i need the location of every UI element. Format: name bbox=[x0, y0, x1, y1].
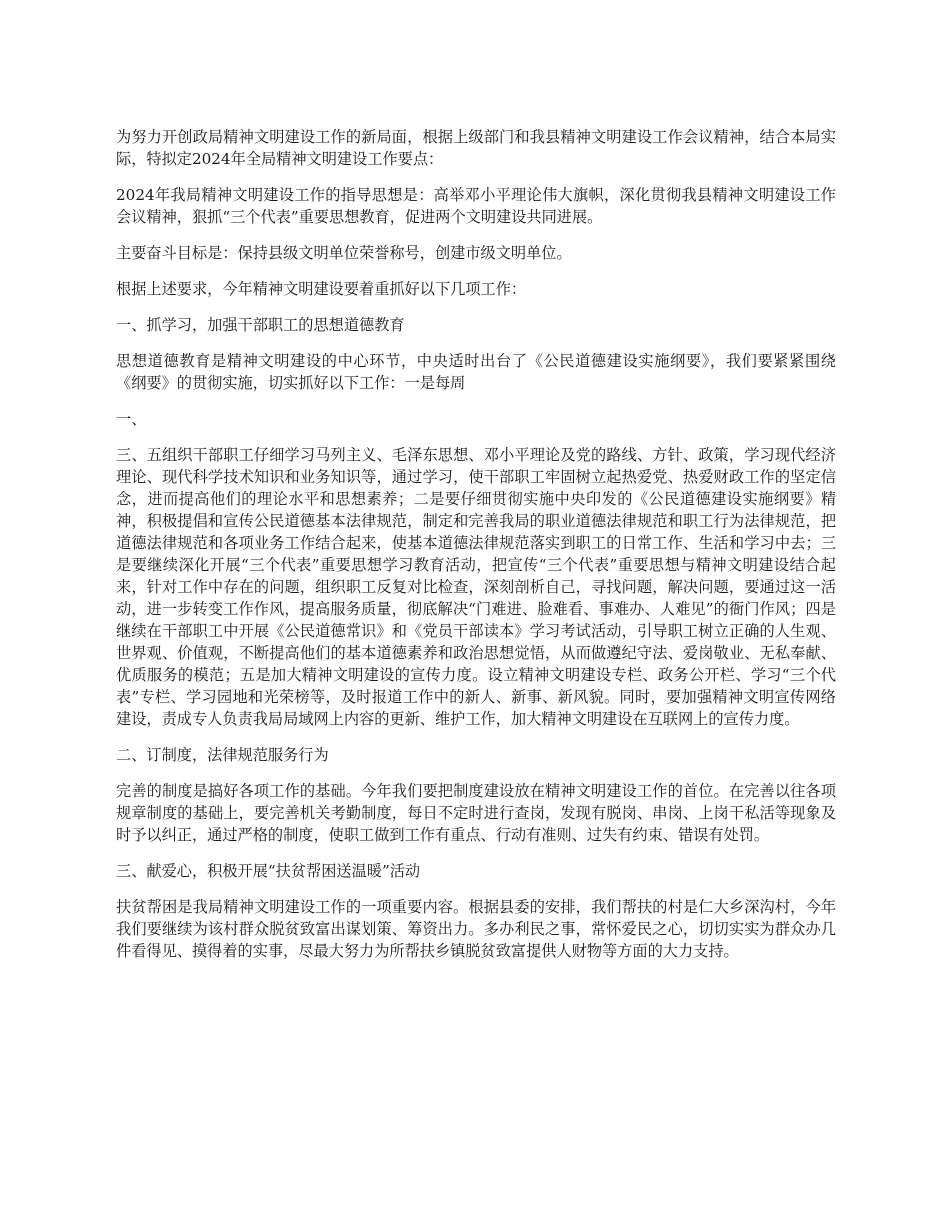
section-3-paragraph: 扶贫帮困是我局精神文明建设工作的一项重要内容。根据县委的安排，我们帮扶的村是仁大乡深沟村，今年我们要继续为该村群众脱贫致富出谋划策、筹资出力。多办利民之事，常怀爱民之心，切切实实为群众办几件看得见、摸得着的实事，尽最大努力为所帮扶乡镇脱贫致富提供人财物等方面的大力支持。 bbox=[116, 898, 836, 960]
guiding-ideology-paragraph: 2024年我局精神文明建设工作的指导思想是：高举邓小平理论伟大旗帜，深化贯彻我县精神文明建设工作会议精神，狠抓“三个代表”重要思想教育，促进两个文明建设共同进展。 bbox=[116, 186, 836, 226]
section-1-paragraph: 思想道德教育是精神文明建设的中心环节，中央适时出台了《公民道德建设实施纲要》，我们要紧紧围绕《纲要》的贯彻实施，切实抓好以下工作：一是每周 bbox=[116, 352, 836, 392]
document-body bbox=[116, 126, 836, 976]
section-heading-1: 一、抓学习，加强干部职工的思想道德教育 bbox=[116, 316, 405, 334]
section-heading-3: 三、献爱心，积极开展“扶贫帮困送温暖”活动 bbox=[116, 862, 421, 880]
section-1-fragment: 一、 bbox=[116, 410, 147, 428]
requirements-paragraph: 根据上述要求，今年精神文明建设要着重抓好以下几项工作： bbox=[116, 280, 527, 298]
section-1-long-paragraph: 三、五组织干部职工仔细学习马列主义、毛泽东思想、邓小平理论及党的路线、方针、政策，学习现代经济理论、现代科学技术知识和业务知识等，通过学习，使干部职工牢固树立起热爱党、热爱财政工作的坚定信念，进而提高他们的理论水平和思想素养；二是要仔细贯彻实施中央印发的《公民道德建设实施纲要》精神，积极提倡和宣传公民道德基本法律规范，制定和完善我局的职业道德法律规范和职工行为法律规范，把道德法律规范和各项业务工作结合起来，使基本道德法律规范落实到职工的日常工作、生活和学习中去；三是要继续深化开展“三个代表”重要思想学习教育活动，把宣传“三个代表”重要思想与精神文明建设结合起来，针对工作中存在的问题，组织职工反复对比检查，深刻剖析自己，寻找问题，解决问题，要通过这一活动，进一步转变工作作风，提高服务质量，彻底解决“门难进、脸难看、事难办、人难见”的衙门作风；四是继续在干部职工中开展《公民道德常识》和《党员干部读本》学习考试活动，引导职工树立正确的人生观、世界观、价值观，不断提高他们的基本道德素养和政治思想觉悟，从而做遵纪守法、爱岗敬业、无私奉献、优质服务的模范；五是加大精神文明建设的宣传力度。设立精神文明建设专栏、政务公开栏、学习“三个代表”专栏、学习园地和光荣榜等，及时报道工作中的新人、新事、新风貌。同时，要加强精神文明宣传网络建设，责成专人负责我局局域网上内容的更新、维护工作，加大精神文明建设在互联网上的宣传力度。 bbox=[116, 446, 836, 728]
section-2-paragraph: 完善的制度是搞好各项工作的基础。今年我们要把制度建设放在精神文明建设工作的首位。在完善以往各项规章制度的基础上，要完善机关考勤制度，每日不定时进行查岗，发现有脱岗、串岗、上岗干私活等现象及时予以纠正，通过严格的制度，使职工做到工作有重点、行动有准则、过失有约束、错误有处罚。 bbox=[116, 782, 836, 844]
main-goal-paragraph: 主要奋斗目标是：保持县级文明单位荣誉称号，创建市级文明单位。 bbox=[116, 244, 572, 262]
section-heading-2: 二、订制度，法律规范服务行为 bbox=[116, 746, 329, 764]
intro-paragraph: 为努力开创政局精神文明建设工作的新局面，根据上级部门和我县精神文明建设工作会议精神，结合本局实际，特拟定2024年全局精神文明建设工作要点： bbox=[116, 128, 836, 168]
